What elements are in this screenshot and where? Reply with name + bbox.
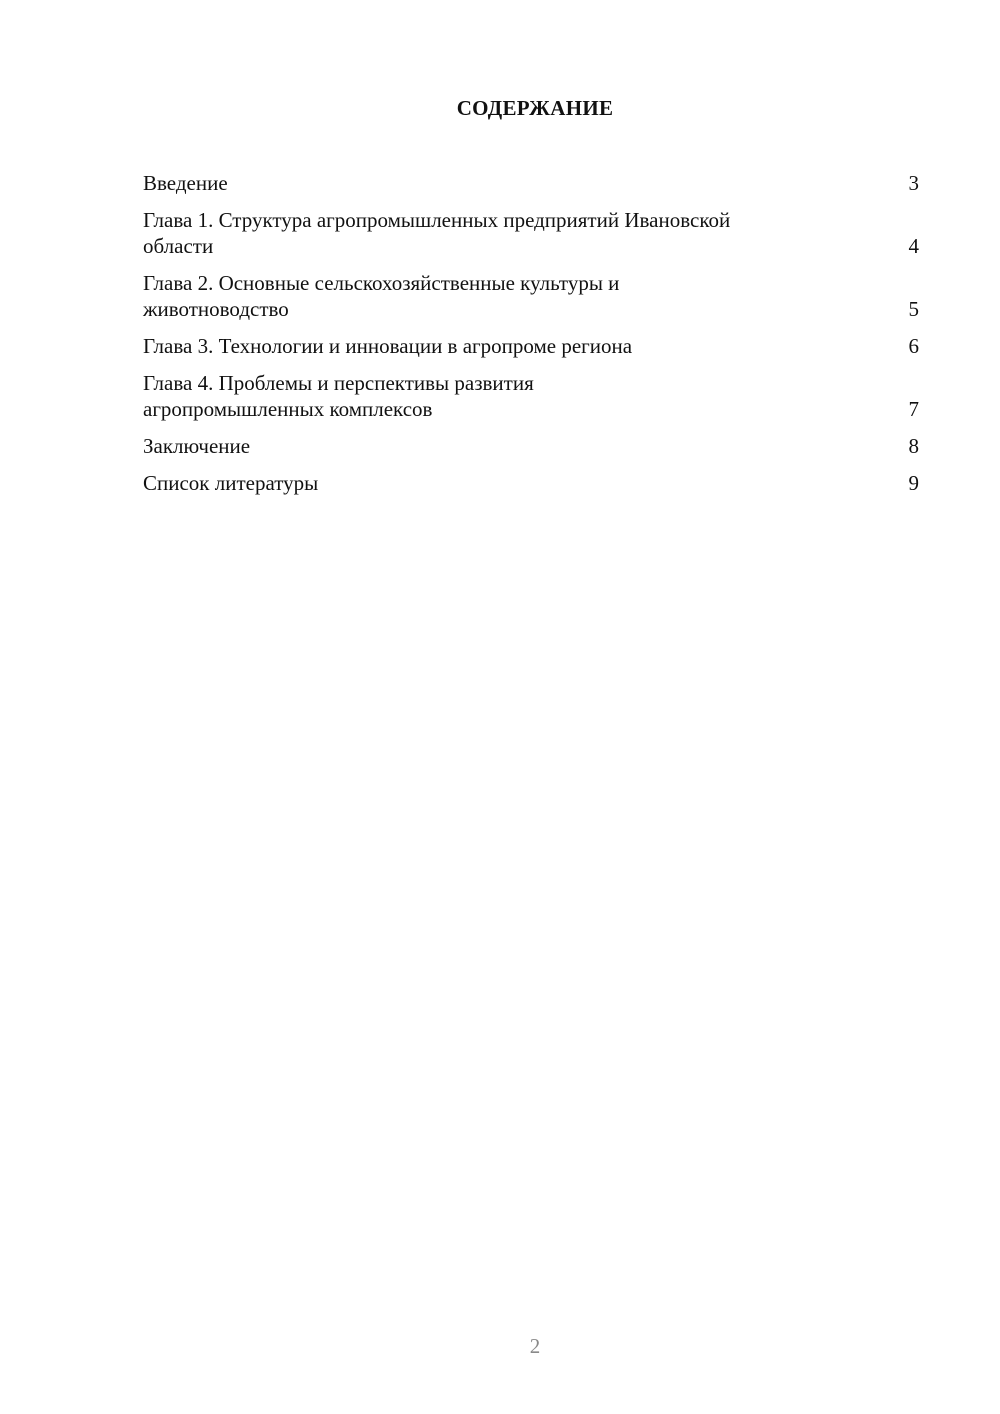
page-number: 2 [529,1334,541,1358]
table-of-contents [143,170,919,507]
toc-entry-page: 8 [908,434,919,458]
toc-entry-chapter-4 [143,370,919,422]
toc-entry-introduction [143,170,919,196]
toc-entry-page: 5 [908,297,919,321]
toc-entry-title: Заключение [143,434,251,458]
toc-entry-title: Глава 1. Структура агропромышленных предприятий Ивановской области [143,208,731,258]
toc-entry-page: 3 [908,171,919,195]
toc-entry-bibliography [143,470,919,496]
toc-entry-page: 9 [908,471,919,495]
toc-entry-chapter-1 [143,207,919,259]
toc-entry-chapter-3 [143,333,919,359]
toc-entry-conclusion [143,433,919,459]
toc-entry-page: 7 [908,397,919,421]
toc-entry-title: Глава 3. Технологии и инновации в агропроме региона [143,334,633,358]
toc-entry-page: 4 [908,234,919,258]
toc-entry-title: Список литературы [143,471,319,495]
page-title: СОДЕРЖАНИЕ [456,96,614,120]
toc-entry-title: Глава 4. Проблемы и перспективы развития агропромышленных комплексов [143,371,534,421]
toc-entry-title: Глава 2. Основные сельскохозяйственные культуры и животноводство [143,271,620,321]
toc-entry-chapter-2 [143,270,919,322]
toc-entry-page: 6 [908,334,919,358]
toc-entry-title: Введение [143,171,228,195]
